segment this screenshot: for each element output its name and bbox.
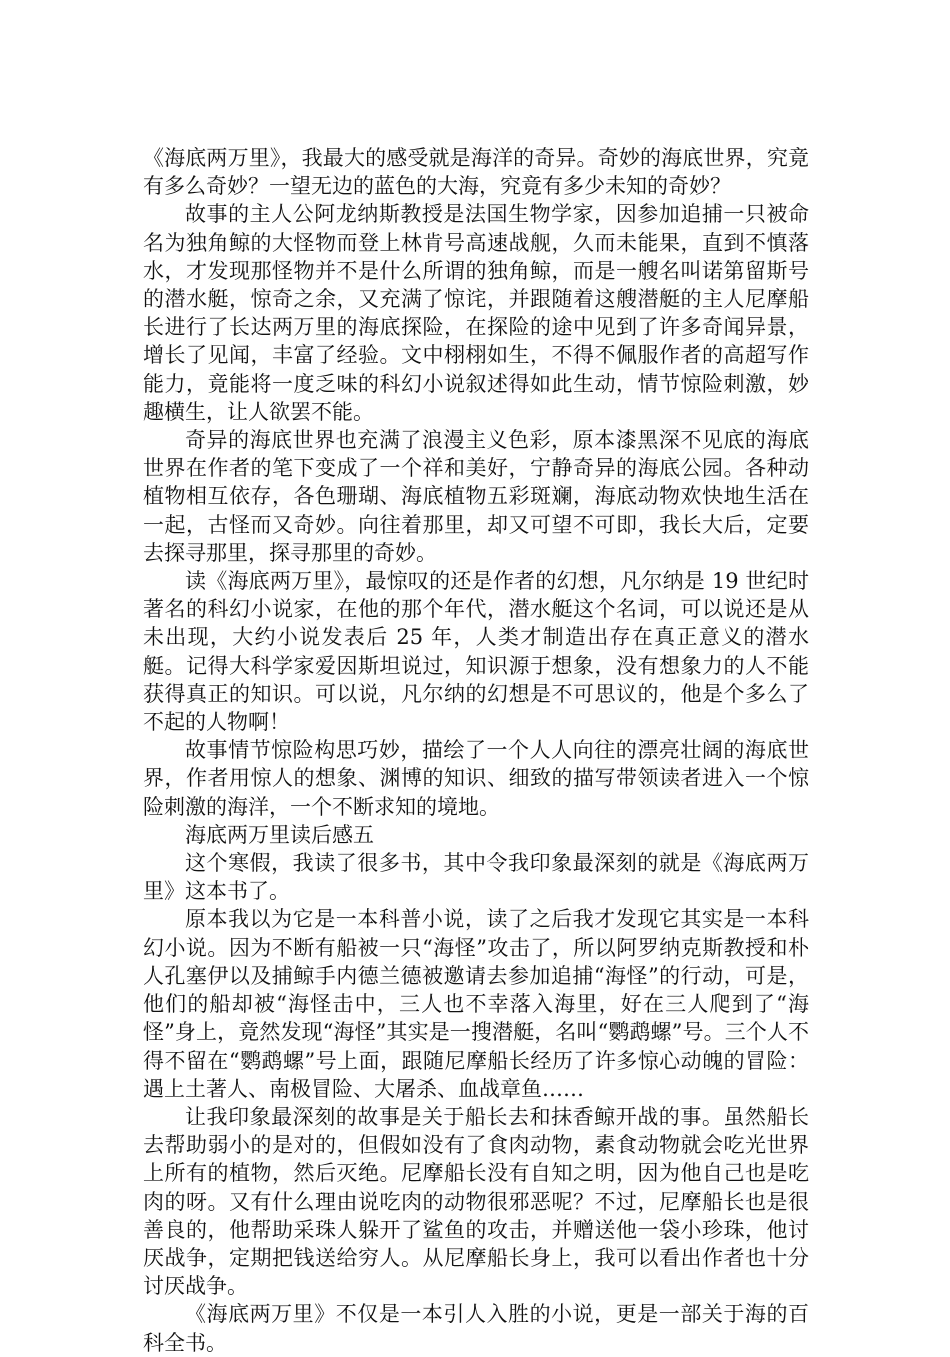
paragraph-3: 奇异的海底世界也充满了浪漫主义色彩，原本漆黑深不见底的海底世界在作者的笔下变成了一个祥和美好，宁静奇异的海底公园。各种动植物相互依存，各色珊瑚、海底植物五彩斑斓，海底动物欢快地生活在一起，古怪而又奇妙。向往着那里，却又可望不可即，我长大后，定要去探寻那里，探寻那里的奇妙。 (143, 428, 809, 565)
paragraph-9: 《海底两万里》不仅是一本引人入胜的小说，更是一部关于海的百科全书。 (143, 1302, 809, 1355)
paragraph-5: 故事情节惊险构思巧妙，描绘了一个人人向往的漂亮壮阔的海底世界，作者用惊人的想象、渊博的知识、细致的描写带领读者进入一个惊险刺激的海洋，一个不断求知的境地。 (143, 738, 809, 819)
paragraph-2: 故事的主人公阿龙纳斯教授是法国生物学家，因参加追捕一只被命名为独角鲸的大怪物而登上林肯号高速战舰，久而未能果，直到不慎落水，才发现那怪物并不是什么所谓的独角鲸，而是一艘名叫诺第留斯号的潜水艇，惊奇之余，又充满了惊诧，并跟随着这艘潜艇的主人尼摩船长进行了长达两万里的海底探险，在探险的途中见到了许多奇闻异景，增长了见闻，丰富了经验。文中栩栩如生，不得不佩服作者的高超写作能力，竟能将一度乏味的科幻小说叙述得如此生动，情节惊险刺激，妙趣横生，让人欲罢不能。 (143, 202, 809, 424)
paragraph-8: 让我印象最深刻的故事是关于船长去和抹香鲸开战的事。虽然船长去帮助弱小的是对的，但假如没有了食肉动物，素食动物就会吃光世界上所有的植物，然后灭绝。尼摩船长没有自知之明，因为他自己也是吃肉的呀。又有什么理由说吃肉的动物很邪恶呢？不过，尼摩船长也是很善良的，他帮助采珠人躲开了鲨鱼的攻击，并赠送他一袋小珍珠，他讨厌战争，定期把钱送给穷人。从尼摩船长身上，我可以看出作者也十分讨厌战争。 (143, 1104, 809, 1299)
paragraph-4: 读《海底两万里》，最惊叹的还是作者的幻想，凡尔纳是 19 世纪时著名的科幻小说家，在他的那个年代，潜水艇这个名词，可以说还是从未出现，大约小说发表后 25 年，人类才制造出存在真正意义的潜水艇。记得大科学家爱因斯坦说过，知识源于想象，没有想象力的人不能获得真正的知识。可以说，凡尔纳的幻想是不可思议的，他是个多么了不起的人物啊！ (143, 569, 809, 735)
paragraph-6: 这个寒假，我读了很多书，其中令我印象最深刻的就是《海底两万里》这本书了。 (143, 851, 809, 904)
paragraph-7: 原本我以为它是一本科普小说，读了之后我才发现它其实是一本科幻小说。因为不断有船被一只“海怪”攻击了，所以阿罗纳克斯教授和朴人孔塞伊以及捕鲸手内德兰德被邀请去参加追捕“海怪”的行动，可是，他们的船却被“海怪击中，三人也不幸落入海里，好在三人爬到了“海怪”身上，竟然发现“海怪”其实是一搜潜艇，名叫“鹦鹉螺”号。三个人不得不留在“鹦鹉螺”号上面，跟随尼摩船长经历了许多惊心动魄的冒险：遇上土著人、南极冒险、大屠杀、血战章鱼…… (143, 907, 809, 1101)
section-heading: 海底两万里读后感五 (185, 822, 374, 847)
document-body (143, 144, 809, 1357)
paragraph-1: 《海底两万里》，我最大的感受就是海洋的奇异。奇妙的海底世界，究竟有多么奇妙？一望无边的蓝色的大海，究竟有多少未知的奇妙？ (143, 146, 809, 199)
